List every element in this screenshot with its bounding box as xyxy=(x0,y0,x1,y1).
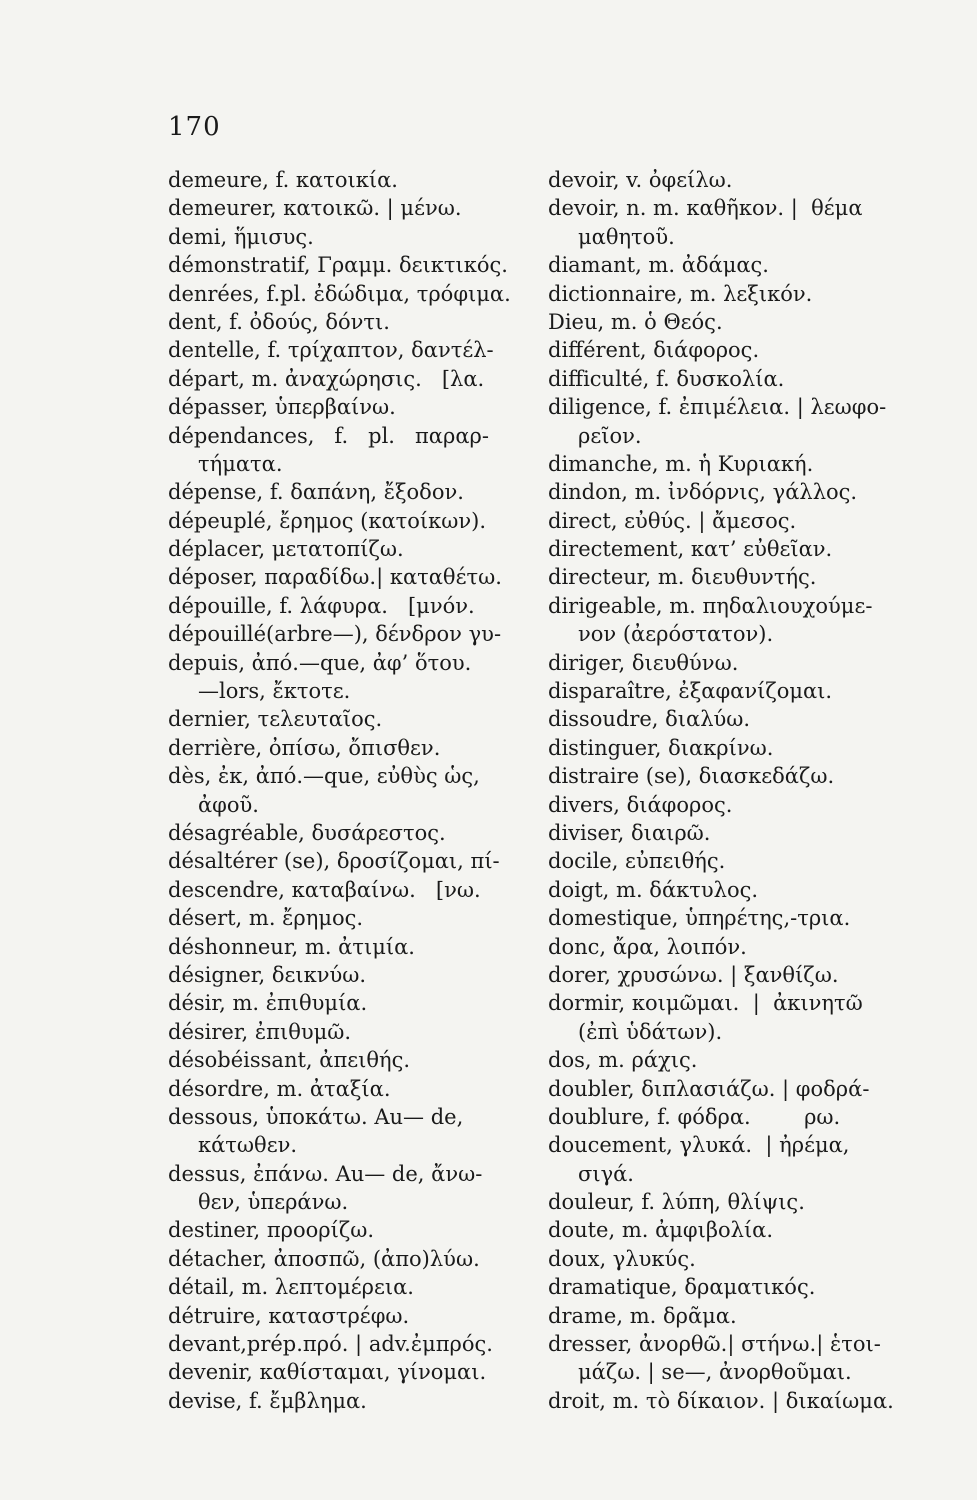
dictionary-line: départ, m. ἀναχώρησις. [λα. xyxy=(168,366,485,391)
dictionary-line: destiner, προορίζω. xyxy=(168,1218,375,1243)
dictionary-line: demeure, f. κατοικία. xyxy=(168,168,398,192)
dictionary-line: détruire, καταστρέφω. xyxy=(168,1303,410,1328)
left-column xyxy=(168,166,530,1415)
dictionary-line: dresser, ἀνορθῶ.| στήνω.| ἑτοι- xyxy=(548,1332,881,1357)
dictionary-line: diviser, διαιρῶ. xyxy=(548,820,711,845)
dictionary-line: dépense, f. δαπάνη, ἔξοδον. xyxy=(168,480,464,505)
dictionary-line: dépouille, f. λάφυρα. [μνόν. xyxy=(168,593,475,618)
dictionary-line: ἀφοῦ. xyxy=(198,792,259,817)
dictionary-line: domestique, ὑπηρέτης,-τρια. xyxy=(548,906,851,931)
dictionary-line: donc, ἄρα, λοιπόν. xyxy=(548,934,747,959)
dictionary-line: directement, κατ’ εὐθεῖαν. xyxy=(548,537,833,562)
dictionary-line: doux, γλυκύς. xyxy=(548,1246,696,1271)
dictionary-line: dépeuplé, ἔρημος (κατοίκων). xyxy=(168,508,487,533)
dictionary-line: dépasser, ὑπερβαίνω. xyxy=(168,395,396,420)
dictionary-line: dirigeable, m. πηδαλιουχούμε- xyxy=(548,593,873,618)
dictionary-line: τήματα. xyxy=(198,451,283,476)
dictionary-line: désir, m. ἐπιθυμία. xyxy=(168,991,368,1016)
dictionary-line: νον (ἀερόστατον). xyxy=(578,622,774,647)
dictionary-line: dormir, κοιμῶμαι. | ἀκινητῶ xyxy=(548,991,863,1016)
dictionary-line: μάζω. | se—, ἀνορθοῦμαι. xyxy=(578,1360,852,1385)
dictionary-line: ρεῖον. xyxy=(578,423,642,448)
dictionary-line: désert, m. ἔρημος. xyxy=(168,906,364,931)
dictionary-line: demeurer, κατοικῶ. | μένω. xyxy=(168,196,462,221)
dictionary-line: direct, εὐθύς. | ἄμεσος. xyxy=(548,508,797,533)
dictionary-line: Dieu, m. ὁ Θεός. xyxy=(548,309,723,334)
dictionary-line: déshonneur, m. ἀτιμία. xyxy=(168,934,415,959)
dictionary-line: déplacer, μετατοπίζω. xyxy=(168,537,404,562)
dictionary-line: κάτωθεν. xyxy=(198,1133,298,1158)
dictionary-line: désagréable, δυσάρεστος. xyxy=(168,820,446,845)
dictionary-line: dindon, m. ἰνδόρνις, γάλλος. xyxy=(548,480,858,505)
dictionary-line: doute, m. ἀμφιβολία. xyxy=(548,1218,774,1243)
dictionary-line: demi, ἥμισυς. xyxy=(168,224,314,249)
dictionary-line: dépouillé(arbre—), δένδρον γυ- xyxy=(168,622,502,647)
dictionary-line: dos, m. ράχις. xyxy=(548,1048,698,1073)
dictionary-line: détail, m. λεπτομέρεια. xyxy=(168,1275,414,1300)
dictionary-line: désigner, δεικνύω. xyxy=(168,962,367,987)
dictionary-line: devenir, καθίσταμαι, γίνομαι. xyxy=(168,1360,487,1385)
dictionary-line: drame, m. δρᾶμα. xyxy=(548,1303,737,1328)
dictionary-line: désaltérer (se), δροσίζομαι, πί- xyxy=(168,849,500,874)
dictionary-line: descendre, καταβαίνω. [νω. xyxy=(168,877,481,902)
dictionary-line: droit, m. τὸ δίκαιον. | δικαίωμα. xyxy=(548,1388,894,1413)
dictionary-line: détacher, ἀποσπῶ, (ἀπο)λύω. xyxy=(168,1246,480,1271)
dictionary-line: doigt, m. δάκτυλος. xyxy=(548,877,759,902)
dictionary-line: dernier, τελευταῖος. xyxy=(168,707,383,732)
dictionary-line: docile, εὐπειθής. xyxy=(548,849,726,874)
dictionary-line: devoir, v. ὀφείλω. xyxy=(548,168,733,192)
dictionary-line: derrière, ὀπίσω, ὄπισθεν. xyxy=(168,735,441,760)
dictionary-line: diamant, m. ἀδάμας. xyxy=(548,253,769,278)
right-column xyxy=(548,166,908,1415)
dictionary-line: directeur, m. διευθυντής. xyxy=(548,565,817,590)
dictionary-line: doucement, γλυκά. | ἠρέμα, xyxy=(548,1133,850,1158)
page-number: 170 xyxy=(168,112,221,142)
dictionary-line: douleur, f. λύπη, θλίψις. xyxy=(548,1190,805,1215)
dictionary-line: dorer, χρυσώνω. | ξανθίζω. xyxy=(548,962,839,987)
dictionary-line: (ἐπὶ ὑδάτων). xyxy=(578,1019,723,1044)
dictionary-line: dépendances, f. pl. παραρ- xyxy=(168,423,489,448)
dictionary-line: diligence, f. ἐπιμέλεια. | λεωφο- xyxy=(548,395,887,420)
dictionary-line: diriger, διευθύνω. xyxy=(548,650,739,675)
dictionary-line: doublure, f. φόδρα. ρω. xyxy=(548,1104,841,1129)
dictionary-line: désobéissant, ἀπειθής. xyxy=(168,1048,411,1073)
dictionary-line: dictionnaire, m. λεξικόν. xyxy=(548,281,813,306)
dictionary-line: disparaître, ἐξαφανίζομαι. xyxy=(548,679,833,704)
dictionary-line: depuis, ἀπό.—que, ἀφ’ ὅτου. xyxy=(168,650,472,675)
dictionary-line: denrées, f.pl. ἐδώδιμα, τρόφιμα. xyxy=(168,281,511,306)
dictionary-line: doubler, διπλασιάζω. | φοδρά- xyxy=(548,1076,870,1101)
dictionary-line: σιγά. xyxy=(578,1161,634,1186)
dictionary-line: déposer, παραδίδω.| καταθέτω. xyxy=(168,565,502,590)
dictionary-line: devant,prép.πρό. | adv.ἐμπρός. xyxy=(168,1332,493,1357)
dictionary-line: distinguer, διακρίνω. xyxy=(548,735,774,760)
dictionary-line: démonstratif, Γραμμ. δεικτικός. xyxy=(168,253,508,278)
dictionary-line: dimanche, m. ἡ Κυριακή. xyxy=(548,451,814,476)
dictionary-line: dramatique, δραματικός. xyxy=(548,1275,816,1300)
dictionary-line: désordre, m. ἀταξία. xyxy=(168,1076,391,1101)
dictionary-line: dent, f. ὀδούς, δόντι. xyxy=(168,309,390,334)
dictionary-line: devoir, n. m. καθῆκον. | θέμα xyxy=(548,196,863,221)
dictionary-line: —lors, ἔκτοτε. xyxy=(198,679,351,704)
dictionary-line: différent, διάφορος. xyxy=(548,338,760,363)
dictionary-line: désirer, ἐπιθυμῶ. xyxy=(168,1019,352,1044)
dictionary-line: dentelle, f. τρίχαπτον, δαντέλ- xyxy=(168,338,494,363)
dictionary-line: θεν, ὑπεράνω. xyxy=(198,1190,349,1215)
dictionary-line: dissoudre, διαλύω. xyxy=(548,707,751,732)
dictionary-line: devise, f. ἔμβλημα. xyxy=(168,1388,367,1413)
dictionary-line: dès, ἐκ, ἀπό.—que, εὐθὺς ὡς, xyxy=(168,764,480,789)
dictionary-line: dessus, ἐπάνω. Au— de, ἄνω- xyxy=(168,1161,483,1186)
dictionary-line: μαθητοῦ. xyxy=(578,224,675,249)
dictionary-line: difficulté, f. δυσκολία. xyxy=(548,366,785,391)
dictionary-line: distraire (se), διασκεδάζω. xyxy=(548,764,835,789)
dictionary-line: divers, διάφορος. xyxy=(548,792,733,817)
dictionary-line: dessous, ὑποκάτω. Au— de, xyxy=(168,1104,464,1129)
